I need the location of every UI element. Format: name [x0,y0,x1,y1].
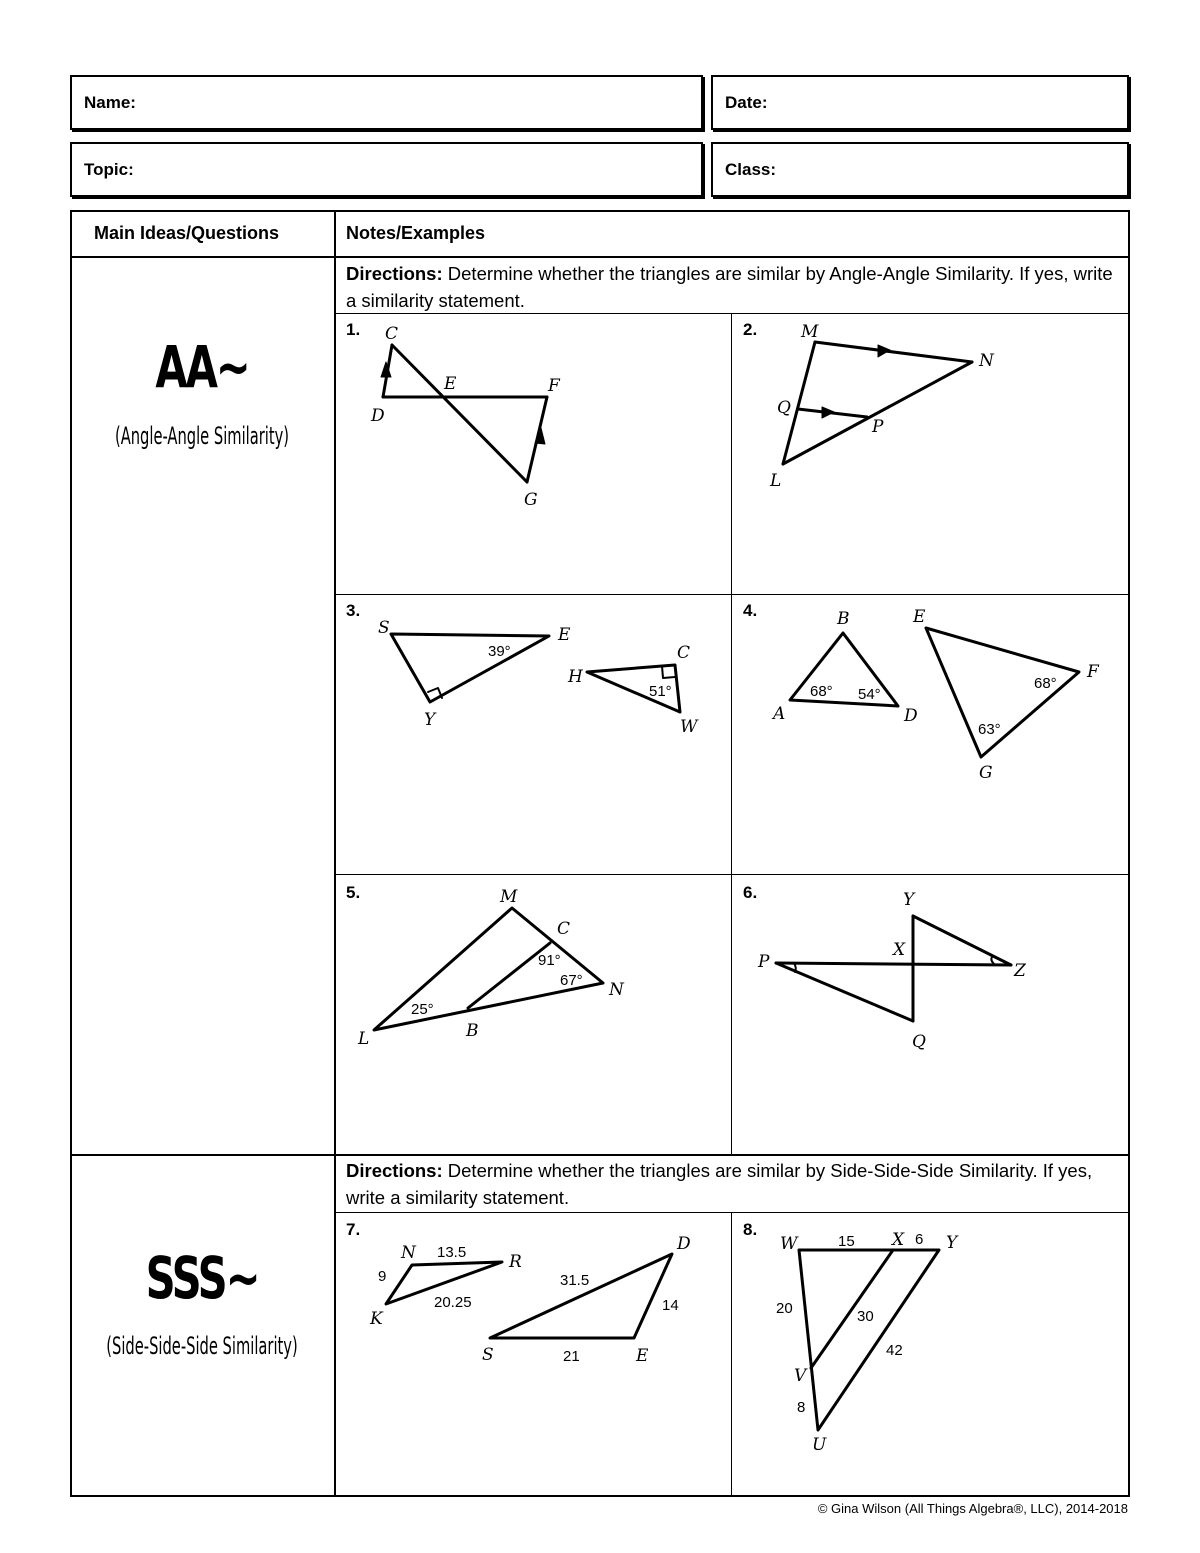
sss-title: SSS~ [145,1244,259,1312]
label-e: E [636,1346,649,1366]
angle-54: 54° [858,686,881,703]
side-15: 15 [838,1233,855,1250]
date-label: Date: [725,92,768,112]
angle-39: 39° [488,643,511,660]
label-w: W [680,717,698,737]
side-30: 30 [857,1308,874,1325]
label-b: B [466,1021,479,1041]
diagram-1 [381,345,547,482]
side-8: 8 [797,1399,806,1416]
angle-63: 63° [978,721,1001,738]
diagram-2 [783,342,972,464]
angle-68-f: 68° [1034,675,1057,692]
problem-number-1: 1. [346,320,361,339]
label-q: Q [912,1032,926,1052]
label-n: N [401,1243,416,1263]
label-l: L [770,471,782,491]
directions-text: Determine whether the triangles are similar by Side-Side-Side Similarity. If yes, write a similarity statement. [346,1160,1093,1208]
label-x: X [892,1230,905,1250]
label-m: M [500,887,518,907]
label-e: E [913,607,926,627]
side-31-5: 31.5 [560,1272,590,1289]
label-d: D [371,406,385,426]
label-s: S [378,618,390,638]
label-d: D [904,706,918,726]
label-g: G [524,490,538,510]
problem-number-6: 6. [743,883,758,902]
diagram-6 [776,916,1011,1021]
aa-subtitle: (Angle-Angle Similarity) [114,422,290,450]
side-42: 42 [886,1342,903,1359]
side-13-5: 13.5 [437,1244,467,1261]
angle-91: 91° [538,952,561,969]
side-6: 6 [915,1231,924,1248]
label-w: W [780,1234,798,1254]
angle-68-a: 68° [810,683,833,700]
topic-label: Topic: [84,159,134,179]
label-q: Q [777,398,791,418]
label-n: N [979,351,994,371]
problem-number-3: 3. [346,601,361,620]
label-v: V [794,1366,807,1386]
angle-25: 25° [411,1001,434,1018]
label-g: G [979,763,993,783]
label-h: H [568,667,583,687]
label-c: C [557,919,571,939]
aa-title: AA~ [155,333,249,401]
label-z: Z [1014,961,1026,981]
problem-number-2: 2. [743,320,758,339]
problem-number-5: 5. [346,883,361,902]
label-y: Y [946,1233,958,1253]
label-e: E [558,625,571,645]
label-x: X [893,940,906,960]
problem-number-4: 4. [743,601,758,620]
label-p: P [758,952,770,972]
label-p: P [872,417,884,437]
sss-subtitle: (Side-Side-Side Similarity) [106,1332,298,1360]
label-l: L [358,1029,370,1049]
side-20: 20 [776,1300,793,1317]
label-c: C [385,324,399,344]
column-header-notes: Notes/Examples [346,223,486,243]
label-y: Y [424,710,436,730]
label-k: K [370,1309,383,1329]
side-21: 21 [563,1348,580,1365]
column-header-main-ideas: Main Ideas/Questions [94,223,280,243]
label-m: M [801,322,819,342]
directions-label: Directions: [346,1160,443,1181]
directions-label: Directions: [346,263,443,284]
label-c: C [677,643,691,663]
label-d: D [677,1234,691,1254]
problem-number-7: 7. [346,1220,361,1239]
problem-number-8: 8. [743,1220,758,1239]
label-s: S [482,1345,494,1365]
label-a: A [773,704,786,724]
side-9: 9 [378,1268,387,1285]
directions-text: Determine whether the triangles are similar by Angle-Angle Similarity. If yes, write a similarity statement. [346,263,1113,311]
label-b: B [837,609,850,629]
side-20-25: 20.25 [434,1294,472,1311]
label-e: E [444,374,457,394]
label-r: R [509,1252,522,1272]
diagram-8 [799,1250,939,1430]
name-label: Name: [84,92,136,112]
diagram-4 [790,628,1079,757]
angle-51: 51° [649,683,672,700]
diagram-3 [391,634,680,712]
side-14: 14 [662,1297,679,1314]
label-f: F [1087,662,1099,682]
label-u: U [812,1435,827,1455]
label-f: F [548,376,560,396]
angle-67: 67° [560,972,583,989]
class-label: Class: [725,159,777,179]
label-y: Y [903,890,915,910]
copyright-footer: © Gina Wilson (All Things Algebra®, LLC), 2014-2018 [817,1501,1128,1516]
label-n: N [609,980,624,1000]
diagram-7 [386,1254,672,1338]
